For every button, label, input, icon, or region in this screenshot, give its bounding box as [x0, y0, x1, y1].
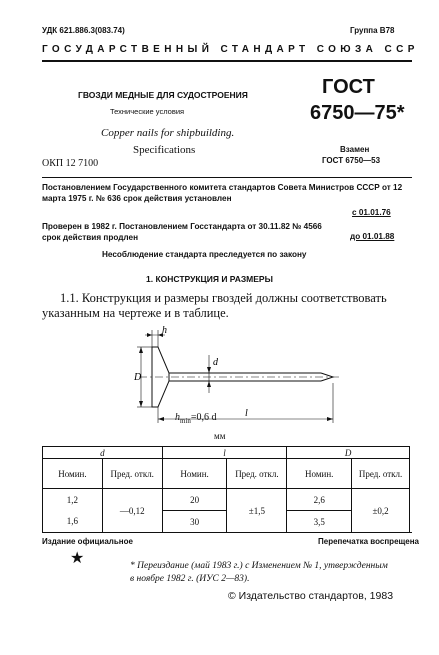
col-group-D: D	[287, 447, 410, 459]
reissue-note: * Переиздание (май 1983 г.) с Изменением № 1, утвержденным в ноябре 1982 г. (ИУС 2—83).	[130, 561, 388, 584]
th-D-tol: Пред. откл.	[352, 459, 410, 489]
decree-top-rule	[42, 177, 412, 178]
checked-text: Проверен в 1982 г. Постановлением Госстандарта от 30.11.82 № 4566 срок действия продлен	[42, 222, 322, 242]
en-title: Copper nails for shipbuilding.	[101, 127, 235, 139]
units-label: мм	[214, 431, 226, 441]
footer-rule	[42, 532, 412, 533]
ru-subtitle: Технические условия	[110, 107, 185, 116]
th-D-nom: Номин.	[287, 459, 352, 489]
formula-h: h	[175, 412, 180, 423]
reprint-prohibited: Перепечатка воспрещена	[318, 537, 419, 546]
col-group-d: d	[43, 447, 163, 459]
section-paragraph: 1.1. Конструкция и размеры гвоздей должны соответствовать указанным на чертеже и в таблице.	[42, 291, 387, 320]
replaces-standard: ГОСТ 6750—53	[322, 156, 381, 165]
l-nom-1: 20	[162, 489, 227, 511]
udc-code: УДК 621.886.3(083.74)	[42, 26, 125, 35]
decree-date-from: с 01.01.76	[352, 208, 391, 217]
decree-date-to: до 01.01.88	[350, 232, 395, 241]
star-icon: ★	[70, 550, 85, 567]
label-l: l	[245, 408, 248, 419]
d-tolerance: —0,12	[102, 489, 162, 533]
dimensions-table	[42, 446, 410, 533]
gost-number: 6750—75*	[310, 102, 405, 124]
table-subheader	[43, 459, 410, 489]
decree-text: Постановлением Государственного комитета стандартов Совета Министров СССР от 12 марта 1975 г. № 636 срок действия установлен	[42, 183, 403, 203]
replaces-label: Взамен	[340, 145, 370, 154]
nail-drawing	[125, 325, 345, 435]
th-d-nom: Номин.	[43, 459, 103, 489]
official-edition: Издание официальное	[42, 537, 133, 546]
col-group-l: l	[162, 447, 287, 459]
group-code: Группа В78	[350, 26, 395, 35]
th-l-tol: Пред. откл.	[227, 459, 287, 489]
D-nom-1: 2,6	[287, 489, 352, 511]
copyright: © Издательство стандартов, 1983	[228, 590, 394, 602]
formula-sub: min	[180, 417, 191, 425]
header-rule	[42, 60, 412, 62]
d-nom-1: 1,2	[43, 489, 103, 511]
head-height-formula	[175, 412, 217, 425]
table-row	[43, 489, 410, 511]
law-notice: Несоблюдение стандарта преследуется по закону	[102, 250, 307, 259]
en-subtitle: Specifications	[133, 144, 196, 156]
D-nom-2: 3,5	[287, 511, 352, 533]
label-d: d	[213, 357, 218, 368]
label-D: D	[134, 372, 142, 383]
l-nom-2: 30	[162, 511, 227, 533]
D-tolerance: ±0,2	[352, 489, 410, 533]
th-l-nom: Номин.	[162, 459, 227, 489]
formula-rest: =0,6 d	[190, 412, 217, 423]
standard-banner: ГОСУДАРСТВЕННЫЙ СТАНДАРТ СОЮЗА ССР	[42, 44, 419, 55]
okp-code: ОКП 12 7100	[42, 158, 99, 169]
table-group-header	[43, 447, 410, 459]
d-nom-2: 1,6	[43, 511, 103, 533]
section-heading: 1. КОНСТРУКЦИЯ И РАЗМЕРЫ	[146, 274, 273, 284]
l-tolerance: ±1,5	[227, 489, 287, 533]
ru-title: ГВОЗДИ МЕДНЫЕ ДЛЯ СУДОСТРОЕНИЯ	[78, 90, 248, 100]
th-d-tol: Пред. откл.	[102, 459, 162, 489]
label-h: h	[162, 325, 167, 336]
gost-label: ГОСТ	[322, 76, 375, 98]
